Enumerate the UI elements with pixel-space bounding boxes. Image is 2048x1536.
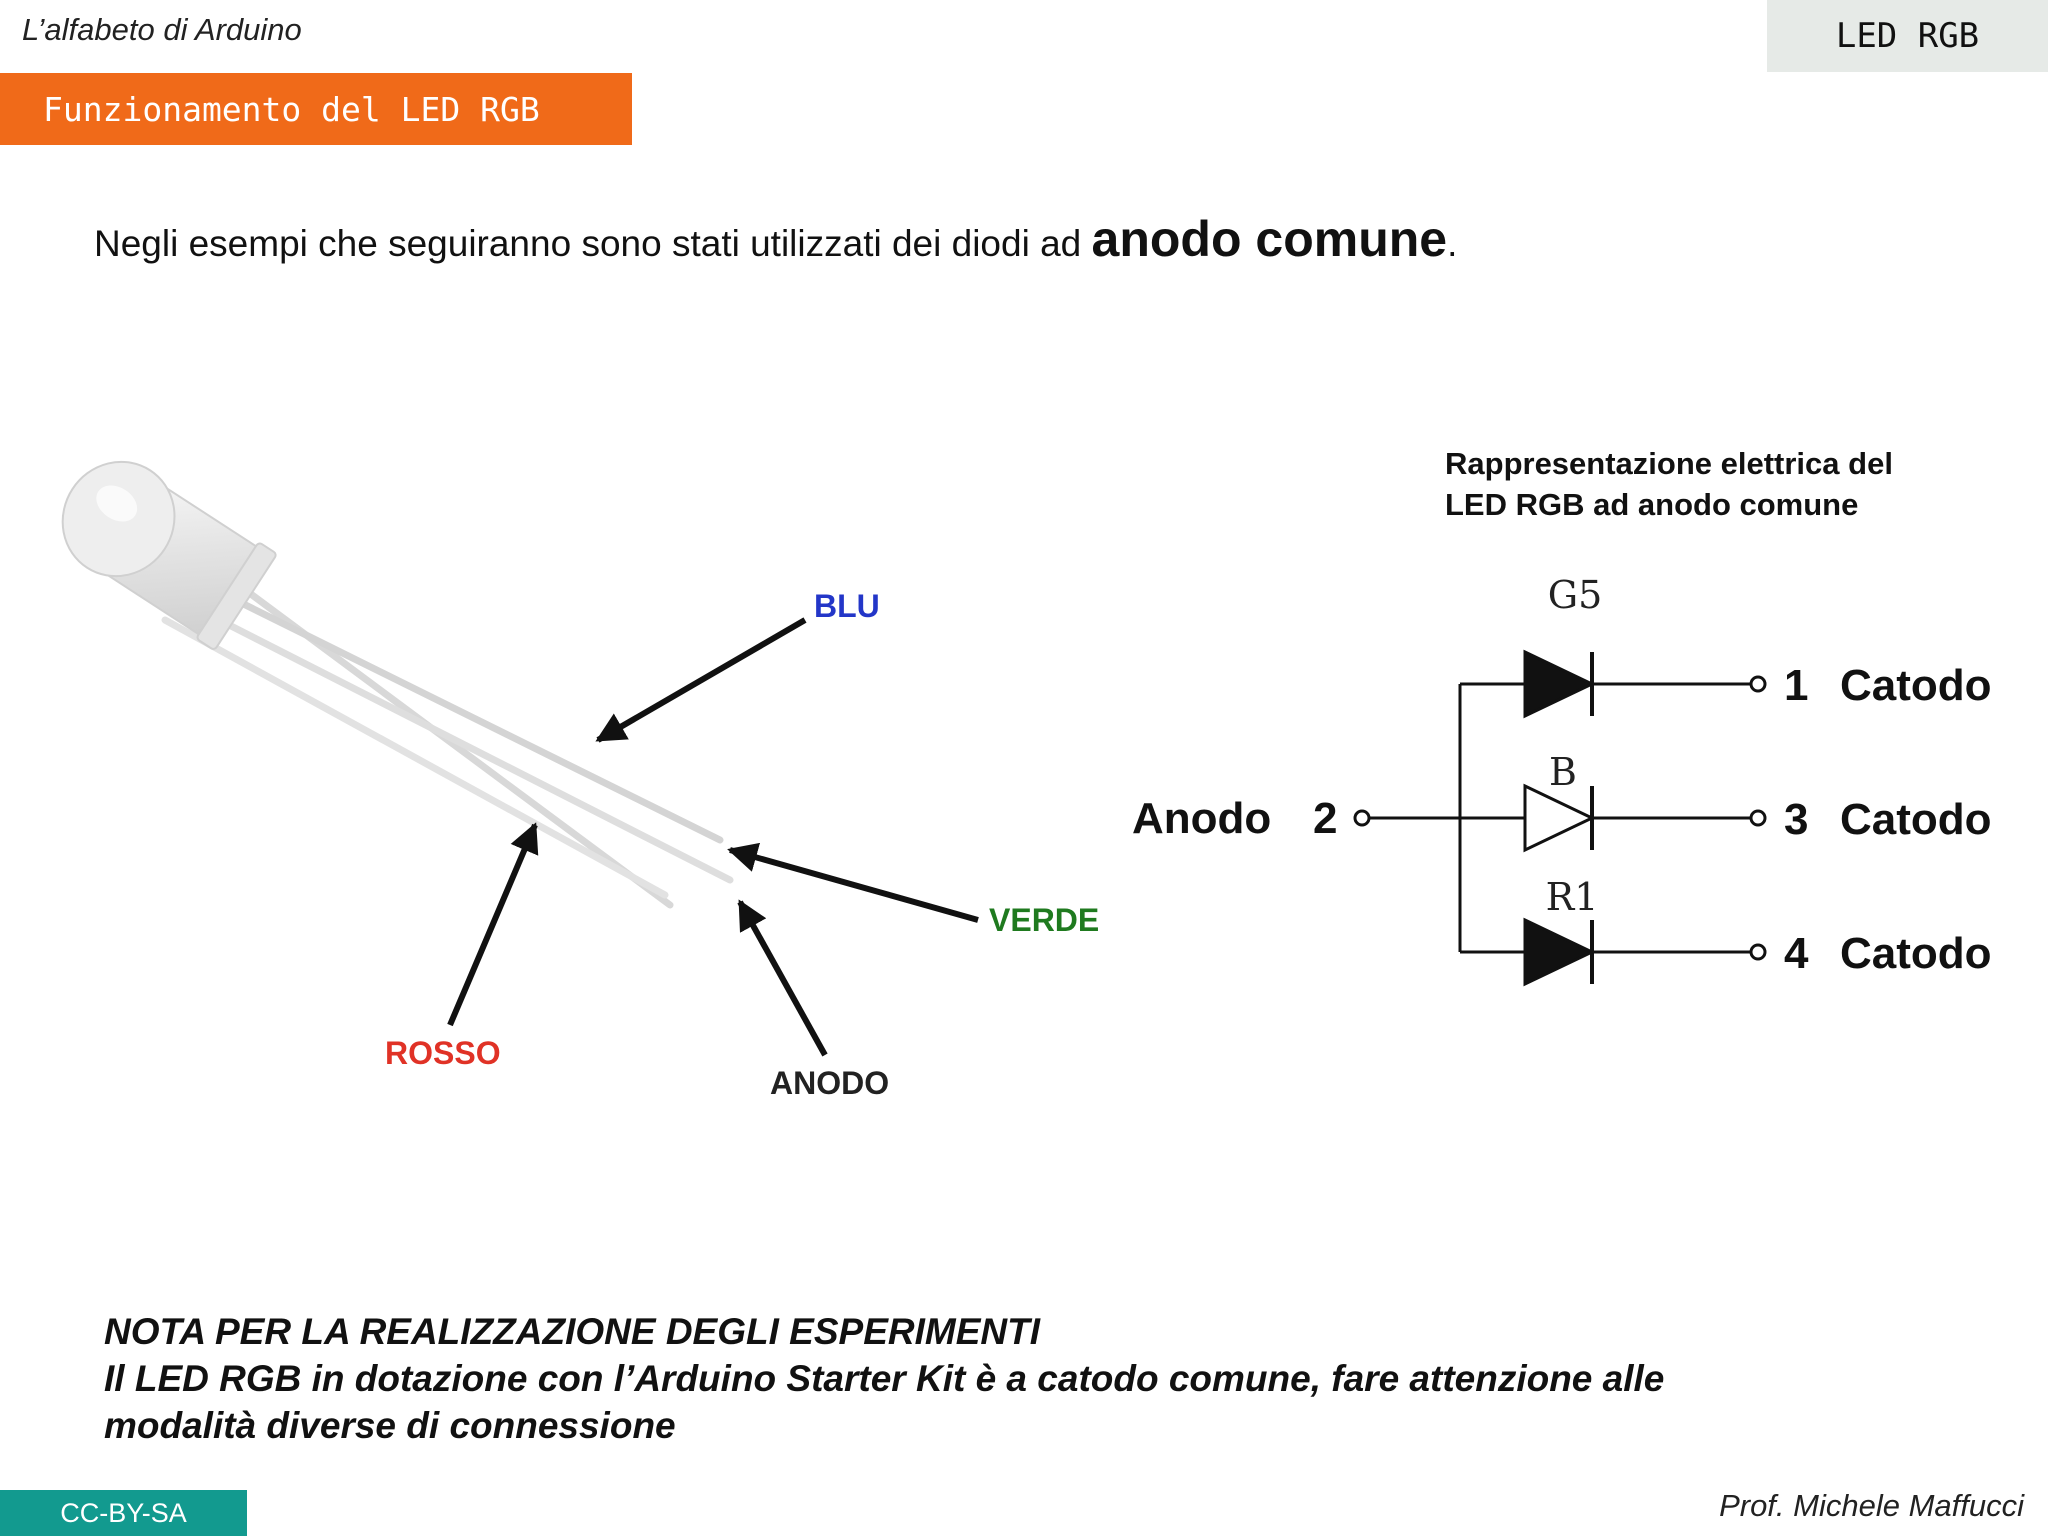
topic-badge: LED RGB — [1767, 0, 2048, 72]
cathode-terminal-3 — [1751, 811, 1765, 825]
cathode-label-4: Catodo — [1840, 929, 1992, 978]
arrow-rosso — [450, 825, 535, 1025]
diode-name-g5: G5 — [1547, 573, 1603, 617]
cathode-terminal-4 — [1751, 945, 1765, 959]
note-line3: modalità diverse di connessione — [104, 1405, 676, 1446]
section-banner: Funzionamento del LED RGB — [0, 73, 632, 145]
license-badge: CC-BY-SA — [0, 1490, 247, 1536]
diode-g5 — [1525, 652, 1592, 716]
schematic-caption — [1445, 443, 1893, 525]
arrow-verde — [730, 850, 978, 920]
label-blu: BLU — [814, 588, 880, 624]
intro-text-after: . — [1447, 223, 1458, 264]
led-photo — [30, 440, 1130, 1140]
cathode-label-1: Catodo — [1840, 661, 1992, 710]
label-verde: VERDE — [989, 902, 1100, 938]
label-anodo: ANODO — [770, 1065, 890, 1101]
intro-text-before: Negli esempi che seguiranno sono stati utilizzati dei diodi ad — [94, 223, 1092, 264]
pin-number-4: 4 — [1784, 929, 1809, 978]
note-line2: Il LED RGB in dotazione con l’Arduino Starter Kit è a catodo comune, fare attenzione alle — [104, 1358, 1665, 1399]
schematic-caption-line1: Rappresentazione elettrica del — [1445, 446, 1893, 481]
schematic-caption-line2: LED RGB ad anodo comune — [1445, 487, 1859, 522]
note-title: NOTA PER LA REALIZZAZIONE DEGLI ESPERIMENTI — [104, 1311, 1040, 1352]
cathode-label-3: Catodo — [1840, 795, 1992, 844]
pin-number-1: 1 — [1784, 661, 1809, 710]
diode-name-b: B — [1549, 750, 1577, 794]
arrow-blu — [598, 620, 805, 740]
schematic-diagram — [1120, 560, 2020, 1000]
anode-label: Anodo — [1132, 794, 1272, 843]
experiment-note — [104, 1308, 1954, 1449]
arrow-anodo — [740, 902, 825, 1055]
course-title: L’alfabeto di Arduino — [22, 12, 302, 47]
label-rosso: ROSSO — [385, 1035, 501, 1071]
diode-name-r1: R1 — [1545, 875, 1599, 919]
cathode-terminal-1 — [1751, 677, 1765, 691]
author-name: Prof. Michele Maffucci — [1719, 1488, 2024, 1523]
pin-number-3: 3 — [1784, 795, 1809, 844]
diode-r1 — [1525, 920, 1592, 984]
intro-text — [94, 210, 1457, 268]
diode-b — [1525, 786, 1592, 850]
anode-terminal — [1355, 811, 1369, 825]
led-body — [41, 440, 278, 650]
led-legs — [165, 560, 730, 905]
intro-emphasis: anodo comune — [1091, 211, 1448, 267]
anode-pin: 2 — [1313, 794, 1338, 843]
